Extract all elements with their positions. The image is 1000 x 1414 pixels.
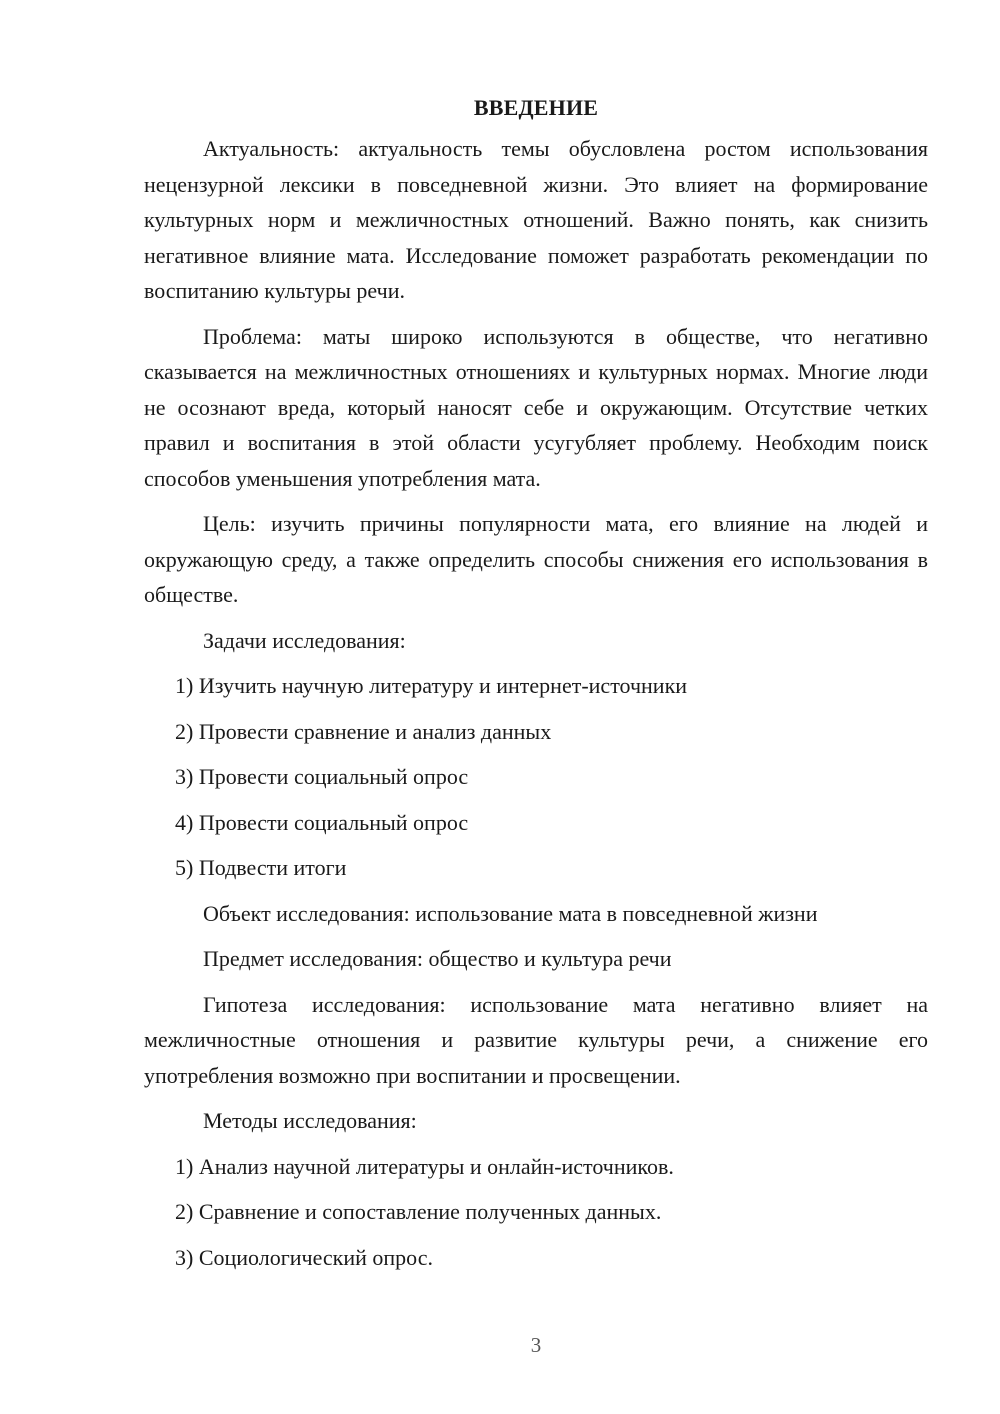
document-body bbox=[144, 93, 928, 1275]
problem-paragraph: Проблема: маты широко используются в обществе, что негативно сказывается на межличностных отношениях и культурных нормах. Многие люди не осознают вреда, который наносят себе и окружающим. Отсутствие четких правил и воспитания в этой области усугубляет проблему. Необходим поиск способов уменьшения употребления мата. bbox=[144, 323, 928, 491]
research-object: Объект исследования: использование мата в повседневной жизни bbox=[203, 900, 818, 926]
goal-paragraph: Цель: изучить причины популярности мата, его влияние на людей и окружающую среду, а также определить способы снижения его использования в обществе. bbox=[144, 511, 928, 607]
task-item: 4) Провести социальный опрос bbox=[175, 809, 469, 835]
tasks-heading: Задачи исследования: bbox=[203, 627, 406, 653]
section-title: ВВЕДЕНИЕ bbox=[473, 95, 599, 120]
methods-heading: Методы исследования: bbox=[203, 1108, 417, 1133]
task-item: 3) Провести социальный опрос bbox=[175, 764, 469, 789]
research-subject: Предмет исследования: общество и культура речи bbox=[203, 946, 672, 971]
relevance-paragraph: Актуальность: актуальность темы обусловлена ростом использования нецензурной лексики в повседневной жизни. Это влияет на формирование культурных норм и межличностных отношений. Важно понять, как снизить негативное влияние мата. Исследование поможет разработать рекомендации по воспитанию культуры речи. bbox=[144, 136, 928, 303]
method-item: 3) Социологический опрос. bbox=[175, 1244, 433, 1270]
task-item: 5) Подвести итоги bbox=[175, 855, 347, 880]
hypothesis-paragraph: Гипотеза исследования: использование мата негативно влияет на межличностные отношения и развитие культуры речи, а снижение его употребления возможно при воспитании и просвещении. bbox=[144, 991, 928, 1088]
method-item: 2) Сравнение и сопоставление полученных данных. bbox=[175, 1199, 662, 1224]
task-item: 1) Изучить научную литературу и интернет-источники bbox=[175, 673, 688, 698]
task-item: 2) Провести сравнение и анализ данных bbox=[175, 718, 552, 744]
page-number: 3 bbox=[530, 1333, 542, 1357]
method-item: 1) Анализ научной литературы и онлайн-источников. bbox=[175, 1153, 674, 1179]
